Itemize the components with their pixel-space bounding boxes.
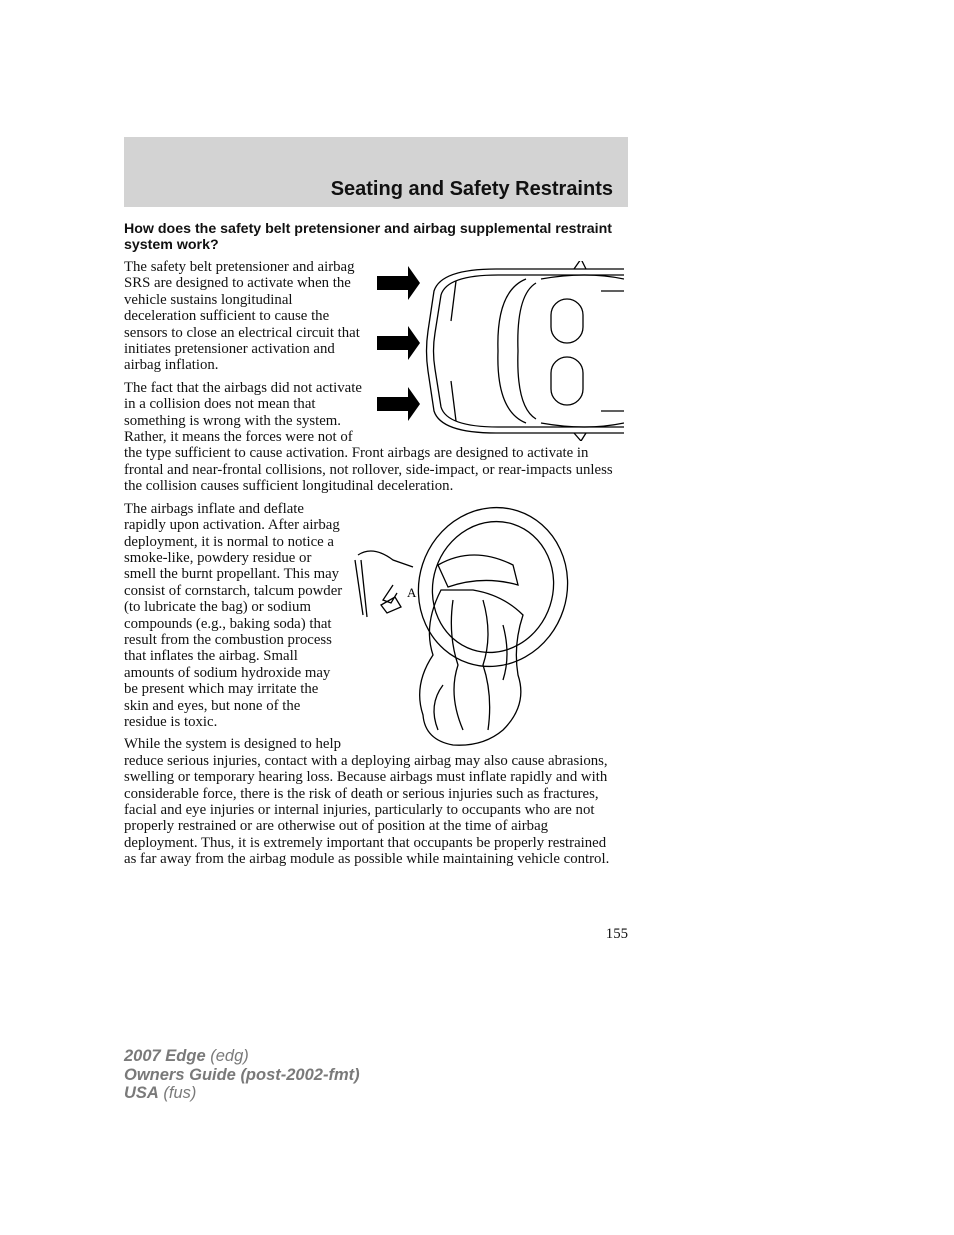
footer-line-3: USA (fus) xyxy=(124,1084,197,1102)
frontal-impact-car-illustration xyxy=(376,261,624,441)
page-number: 155 xyxy=(605,926,628,942)
deployed-airbag-illustration xyxy=(353,505,585,753)
section-title: Seating and Safety Restraints xyxy=(330,178,613,200)
paragraph-1: The safety belt pretensioner and airbag SRS are designed to activate when the vehicle sustains longitudinal deceleration sufficient to cause the sensors to close an electrical circuit that initiates pretensioner activation and airbag inflation. xyxy=(124,259,360,374)
question-heading: How does the safety belt pretensioner and airbag supplemental restraint system work? xyxy=(124,221,613,253)
svg-text:A: A xyxy=(407,584,417,600)
paragraph-2: The fact that the airbags did not activate in a collision does not mean that something is wrong with the system. Rather, it means the forces were not of the type sufficient to cause activation. Front airbags are designed to activate in frontal and near-frontal collisions, not rollover, side-impact, or rear-impacts unless the collision causes sufficient longitudinal deceleration. xyxy=(124,379,613,495)
footer-line-1: 2007 Edge (edg) xyxy=(124,1047,249,1065)
paragraph-3: The airbags inflate and deflate rapidly upon activation. After airbag deployment, it is normal to notice a smoke-like, powdery residue or smell the burnt propellant. This may consist of cornstarch, talcum powder (to lubricate the bag) or sodium compounds (e.g., baking soda) that result from the combustion process that inflates the airbag. Small amounts of sodium hydroxide may be present which may irritate the skin and eyes, but none of the residue is toxic. xyxy=(124,500,343,730)
document-footer xyxy=(124,1047,360,1103)
body-text xyxy=(124,259,621,874)
footer-line-2: Owners Guide (post-2002-fmt) xyxy=(124,1065,360,1084)
paragraph-4: While the system is designed to help reduce serious injuries, contact with a deploying airbag may also cause abrasions, swelling or temporary hearing loss. Because airbags must inflate rapidly and with considerable force, there is the risk of death or serious injuries such as fractures, facial and eye injuries or internal injuries, particularly to occupants who are not properly restrained or are otherwise out of position at the time of airbag deployment. Thus, it is extremely important that occupants be properly restrained as far away from the airbag module as possible while maintaining vehicle control. xyxy=(124,736,610,868)
section-header-band xyxy=(124,137,628,207)
